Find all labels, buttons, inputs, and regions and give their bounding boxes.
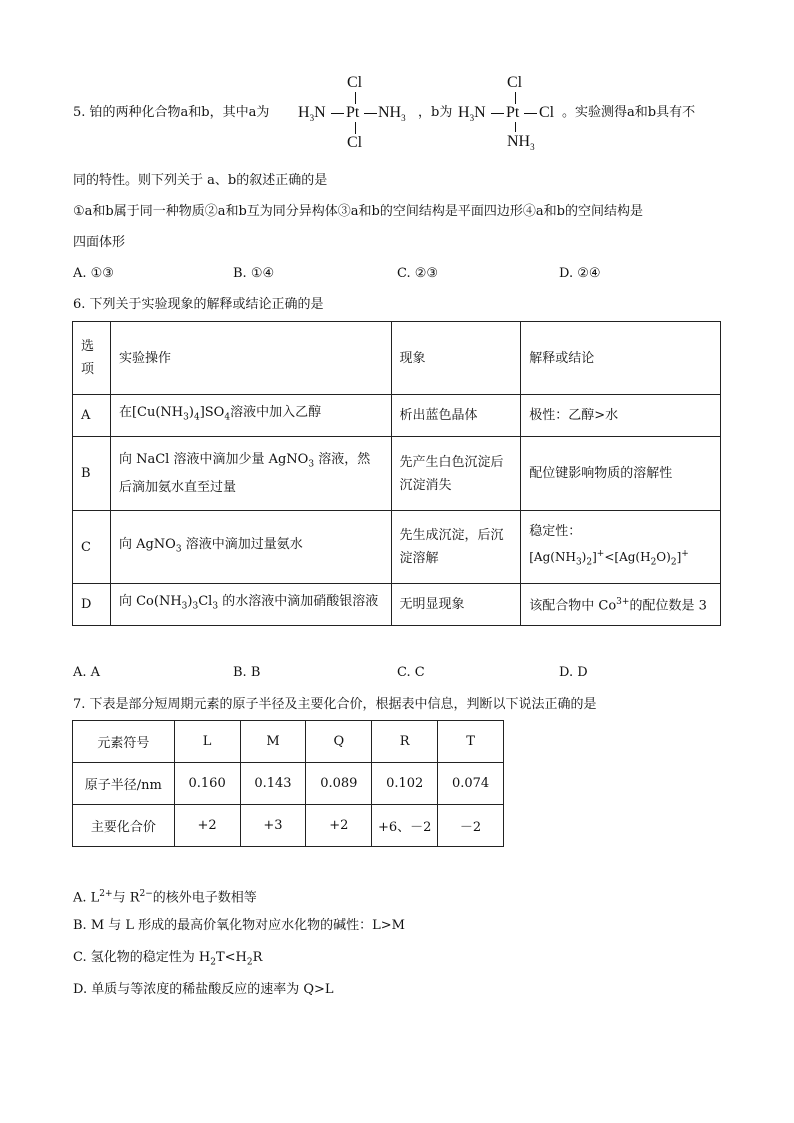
- table-cell: 0.089: [306, 763, 372, 805]
- q7-table: [72, 720, 504, 847]
- bond-line: [524, 113, 537, 114]
- row-phenomenon: 先产生白色沉淀后 沉淀消失: [391, 437, 521, 511]
- header-cell: T: [438, 721, 504, 763]
- row-option: C: [73, 511, 111, 584]
- row-operation: 向 $Co(NH_3)_3Cl_3$ 的水溶液中滴加硝酸银溶液: [110, 584, 391, 626]
- header-cell: R: [372, 721, 438, 763]
- row-phenomenon: 析出蓝色晶体: [391, 395, 521, 437]
- row-conclusion: 稳定性： $[Ag(NH_3)_2]^+<[Ag(H_2O)_2]^+$: [521, 511, 721, 584]
- q6-option-d[interactable]: D. D: [559, 665, 588, 680]
- q6-option-a[interactable]: A. A: [73, 665, 101, 680]
- table-row: [73, 763, 504, 805]
- header-cell: Q: [306, 721, 372, 763]
- table-row: [73, 805, 504, 847]
- header-cell: L: [174, 721, 240, 763]
- row-conclusion: 配位键影响物质的溶解性: [521, 437, 721, 511]
- bond-line: [364, 113, 377, 114]
- header-option: 选 项: [73, 322, 111, 395]
- header-operation: 实验操作: [110, 322, 391, 395]
- formula-b-left: $H_3N$: [458, 104, 486, 124]
- q6-table: [72, 321, 721, 626]
- formula-a-cl-bottom: Cl: [347, 134, 363, 151]
- q6-option-c[interactable]: C. C: [397, 665, 425, 680]
- q6-option-b[interactable]: B. B: [233, 665, 261, 680]
- q5-option-c[interactable]: C. ②③: [397, 266, 439, 281]
- row-operation: 在$[Cu(NH_3)_4]SO_4$溶液中加入乙醇: [110, 395, 391, 437]
- table-row: [73, 511, 721, 584]
- row-option: B: [73, 437, 111, 511]
- row-label: 主要化合价: [73, 805, 175, 847]
- table-cell: 0.102: [372, 763, 438, 805]
- formula-a-left: $H_3N$: [298, 104, 326, 124]
- table-cell: 0.160: [174, 763, 240, 805]
- header-phenomenon: 现象: [391, 322, 521, 395]
- q5-option-a[interactable]: A. ①③: [73, 266, 114, 281]
- table-cell: 0.074: [438, 763, 504, 805]
- row-conclusion: 该配合物中 $Co^{3+}$的配位数是 3: [521, 584, 721, 626]
- formula-a-cl-top: Cl: [347, 74, 363, 91]
- q5-option-d[interactable]: D. ②④: [559, 266, 601, 281]
- row-phenomenon: 先生成沉淀，后沉 淀溶解: [391, 511, 521, 584]
- table-cell: +3: [240, 805, 306, 847]
- q7-stem: 7. 下表是部分短周期元素的原子半径及主要化合价，根据表中信息，判断以下说法正确的是: [73, 697, 597, 712]
- formula-a-right: $NH_3$: [378, 104, 406, 124]
- bond-line: [355, 122, 356, 134]
- q7-option-c[interactable]: C. 氢化物的稳定性为 $H_2T<H_2R$: [73, 950, 263, 968]
- formula-a-center: Pt: [346, 104, 360, 121]
- table-row: [73, 395, 721, 437]
- q5-stem-line4: 四面体形: [73, 235, 126, 250]
- q5-stem-suffix: 。实验测得a和b具有不: [562, 105, 696, 120]
- row-option: D: [73, 584, 111, 626]
- q5-stem-mid: ，b为: [418, 105, 453, 120]
- row-conclusion: 极性：乙醇>水: [521, 395, 721, 437]
- table-cell: +6、－2: [372, 805, 438, 847]
- header-cell: M: [240, 721, 306, 763]
- header-conclusion: 解释或结论: [521, 322, 721, 395]
- q5-stem-line3: ①a和b属于同一种物质②a和b互为同分异构体③a和b的空间结构是平面四边形④a和b的空间结构是: [73, 204, 643, 219]
- bond-line: [515, 92, 516, 104]
- q6-stem: 6. 下列关于实验现象的解释或结论正确的是: [73, 297, 324, 312]
- table-header-row: [73, 721, 504, 763]
- q7-option-a[interactable]: A. $L^{2+}$与 $R^{2-}$的核外电子数相等: [73, 889, 257, 906]
- q7-option-b[interactable]: B. M 与 L 形成的最高价氧化物对应水化物的碱性：L>M: [73, 918, 405, 933]
- table-header-row: [73, 322, 721, 395]
- q5-option-b[interactable]: B. ①④: [233, 266, 275, 281]
- header-cell: 元素符号: [73, 721, 175, 763]
- formula-b-center: Pt: [506, 104, 520, 121]
- table-cell: +2: [174, 805, 240, 847]
- row-operation: 向 NaCl 溶液中滴加少量 AgNO$_3$ 溶液，然 后滴加氨水直至过量: [110, 437, 391, 511]
- q7-option-d[interactable]: D. 单质与等浓度的稀盐酸反应的速率为 Q>L: [73, 982, 334, 997]
- q5-stem-line2: 同的特性。则下列关于 a、b的叙述正确的是: [73, 173, 328, 188]
- row-phenomenon: 无明显现象: [391, 584, 521, 626]
- bond-line: [515, 122, 516, 132]
- row-operation: 向 AgNO$_3$ 溶液中滴加过量氨水: [110, 511, 391, 584]
- table-cell: －2: [438, 805, 504, 847]
- bond-line: [355, 92, 356, 104]
- row-label: 原子半径/nm: [73, 763, 175, 805]
- table-cell: 0.143: [240, 763, 306, 805]
- table-row: [73, 437, 721, 511]
- bond-line: [491, 113, 504, 114]
- row-option: A: [73, 395, 111, 437]
- q5-stem-prefix: 5. 铂的两种化合物a和b，其中a为: [73, 105, 270, 120]
- formula-b-right: Cl: [539, 104, 555, 121]
- formula-b-cl-top: Cl: [507, 74, 523, 91]
- table-cell: +2: [306, 805, 372, 847]
- table-row: [73, 584, 721, 626]
- bond-line: [331, 113, 344, 114]
- formula-b-bottom: $NH_3$: [507, 133, 535, 153]
